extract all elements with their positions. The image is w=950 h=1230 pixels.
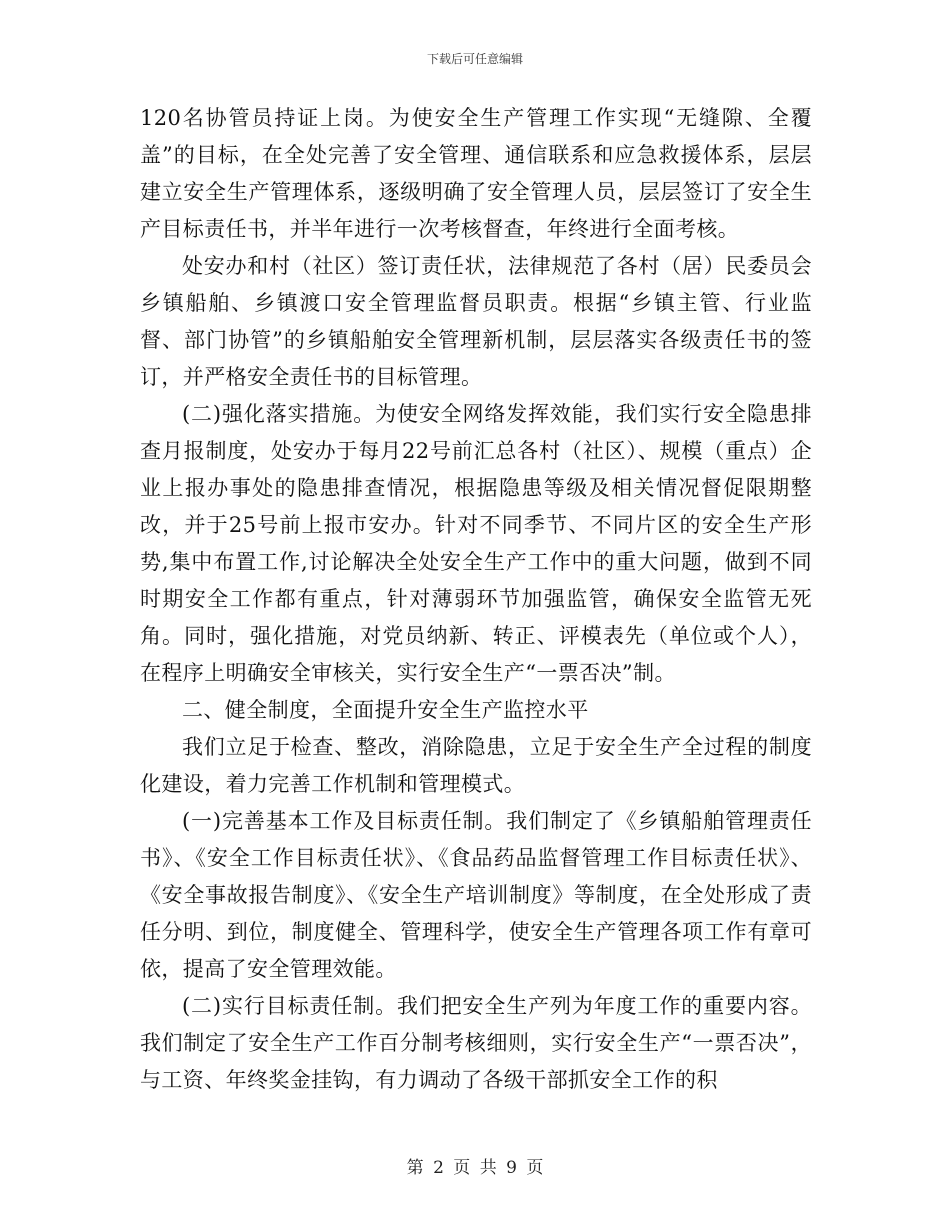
paragraph-4: 我们立足于检查、整改，消除隐患，立足于安全生产全过程的制度化建设，着力完善工作机制和管理模式。 [140, 735, 812, 796]
paragraph-3: (二)强化落实措施。为使安全网络发挥效能，我们实行安全隐患排查月报制度，处安办于每月22号前汇总各村（社区）、规模（重点）企业上报办事处的隐患排查情况，根据隐患等级及相关情况督促限期整改，并于25号前上报市安办。针对不同季节、不同片区的安全生产形势,集中布置工作,讨论解决全处安全生产工作中的重大问题，做到不同时期安全工作都有重点，针对薄弱环节加强监管，确保安全监管无死角。同时，强化措施，对党员纳新、转正、评模表先（单位或个人），在程序上明确安全审核关，实行安全生产“一票否决”制。 [140, 402, 812, 685]
document-body [140, 100, 812, 1099]
paragraph-1: 120名协管员持证上岗。为使安全生产管理工作实现“无缝隙、全覆盖”的目标，在全处完善了安全管理、通信联系和应急救援体系，层层建立安全生产管理体系，逐级明确了安全管理人员，层层签订了安全生产目标责任书，并半年进行一次考核督查，年终进行全面考核。 [140, 106, 812, 241]
header-note: 下载后可任意编辑 [426, 52, 523, 66]
page-number: 第 2 页 共 9 页 [406, 1158, 544, 1178]
paragraph-5: (一)完善基本工作及目标责任制。我们制定了《乡镇船舶管理责任书》、《安全工作目标责任状》、《食品药品监督管理工作目标责任状》、《安全事故报告制度》、《安全生产培训制度》等制度，在全处形成了责任分明、到位，制度健全、管理科学，使安全生产管理各项工作有章可依，提高了安全管理效能。 [140, 809, 812, 981]
paragraph-2: 处安办和村（社区）签订责任状，法律规范了各村（居）民委员会乡镇船舶、乡镇渡口安全管理监督员职责。根据“乡镇主管、行业监督、部门协管”的乡镇船舶安全管理新机制，层层落实各级责任书的签订，并严格安全责任书的目标管理。 [140, 254, 812, 389]
section-heading: 二、健全制度，全面提升安全生产监控水平 [182, 698, 589, 722]
paragraph-6: (二)实行目标责任制。我们把安全生产列为年度工作的重要内容。我们制定了安全生产工作百分制考核细则，实行安全生产“一票否决”，与工资、年终奖金挂钩，有力调动了各级干部抓安全工作的积 [140, 994, 812, 1092]
